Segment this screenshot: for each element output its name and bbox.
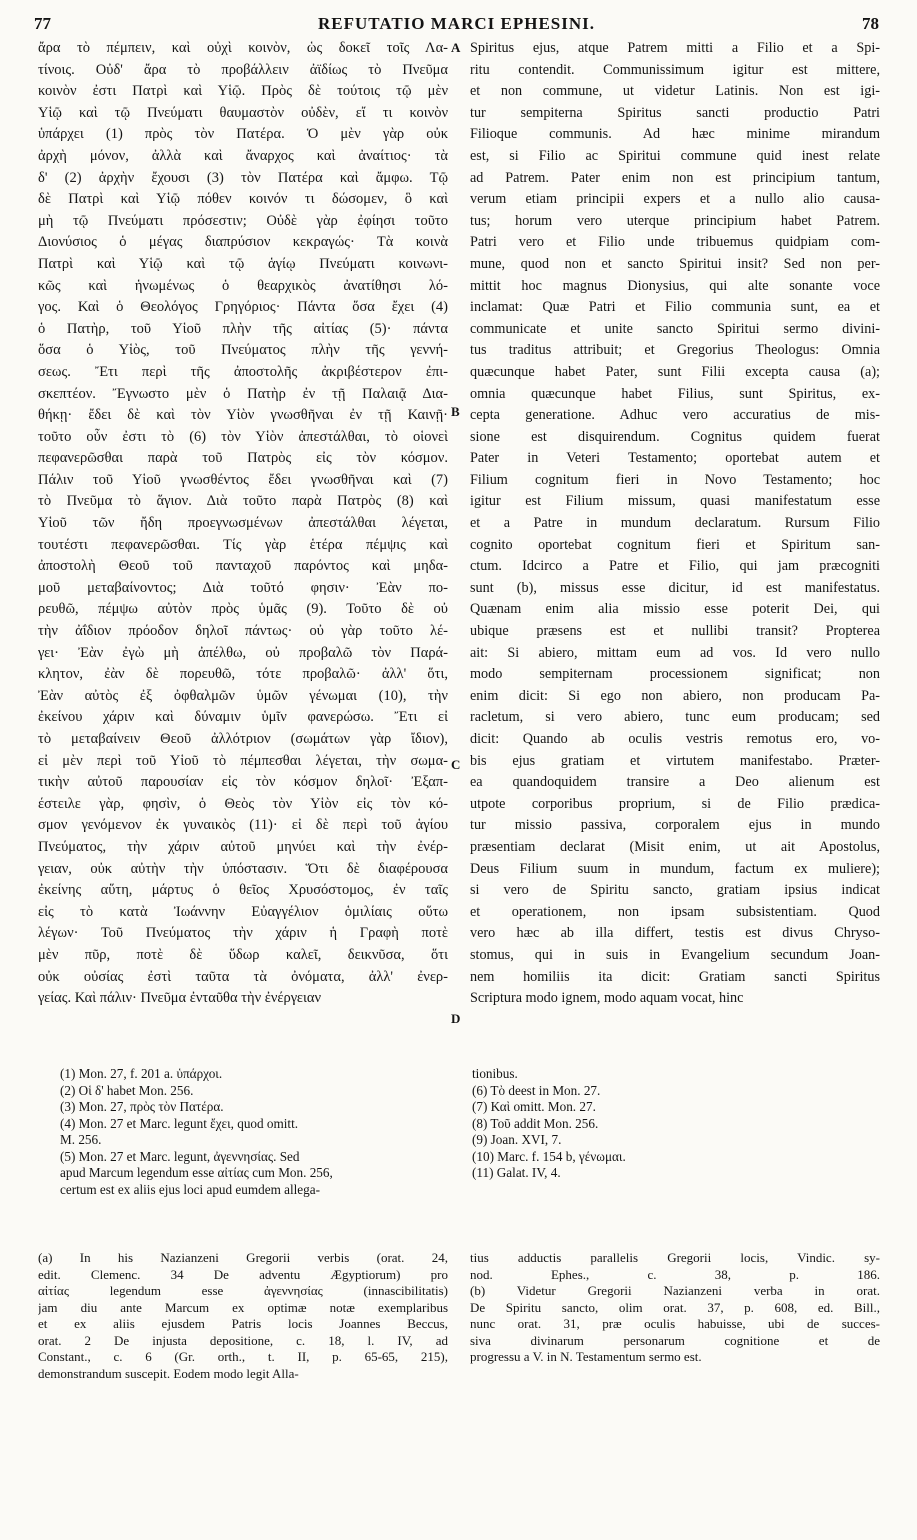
latin-line: tus traditus attribuit; et Gregorius Theologus: Omnia [470, 342, 880, 359]
greek-line: ἄρα τὸ πέμπειν, καὶ οὐχὶ κοινὸν, ὡς δοκεῖ τοῖς Λα- [38, 40, 448, 56]
latin-line: et non commune, ut videtur Latinis. Non est igi- [470, 83, 880, 100]
latin-line: et a Patre in mundum declaratum. Rursum Filio [470, 515, 880, 532]
latin-line: verum etiam principii expers et a nullo alio causa- [470, 191, 880, 208]
footnotes-right [472, 1066, 872, 1182]
latin-line: Deus Filium suum in mundum, factum ex muliere); [470, 860, 880, 877]
page-number-right: 78 [862, 14, 879, 33]
page-number-left: 77 [34, 14, 51, 33]
editor-note-line: edit. Clemenc. 34 De adventu Ægyptiorum) pro [38, 1266, 448, 1282]
latin-line: ctum. Idcirco a Patre et Filio, qui jam præcogniti [470, 558, 880, 575]
greek-line: τὴν ἀΐδιον πρόοδον δηλοῖ πάντως· οὐ γὰρ τοῦτο λέ- [38, 623, 448, 640]
greek-line: Πάλιν τοῦ Υἱοῦ γνωσθέντος ἔδει γνωσθῆναι καὶ (7) [38, 471, 448, 488]
latin-line: Quænam enim alia missio esse poterit Dei, qui [470, 601, 880, 618]
greek-line: τικὴν αὐτοῦ παρουσίαν εἰς τὸν κόσμον δηλοῖ· Ἐξαπ- [38, 774, 448, 791]
greek-line: θήκῃ· ἔδει δὲ καὶ τὸν Υἱὸν γνωσθῆναι ἐν τῇ Καινῇ· [38, 407, 448, 424]
footnote-line: (6) Τὸ deest in Mon. 27. [472, 1082, 601, 1098]
footnote-line: (3) Mon. 27, πρὸς τὸν Πατέρα. [60, 1099, 224, 1114]
latin-line: tur sempiterna Spiritus sancti productio Patri [470, 104, 880, 121]
margin-letter-c: C [451, 757, 461, 772]
latin-line: et operationem, non ipsam subsistentiam. Quod [470, 903, 880, 920]
editor-note-line: (a) In his Nazianzeni Gregorii verbis (orat. 24, [38, 1250, 448, 1265]
latin-line: ait: Si abiero, mittam eum ad vos. Id vero nullo [470, 644, 880, 661]
greek-line: τὸ μεταβαίνειν Θεοῦ ἀλλότριον (σωμάτων γὰρ ἴδιον), [38, 731, 448, 747]
latin-line: Patri vero et Filio unde tribuemus quidpiam com- [470, 234, 880, 251]
latin-line: Filium cognitum fieri in Novo Testamento; hoc [470, 471, 880, 488]
greek-line: ἐκείνου χάριν καὶ δύναμιν ὑμῖν φανερώσω. Ἔτι εἰ [38, 709, 448, 726]
greek-line: σκεπτέον. Ἔγνωστο μὲν ὁ Πατὴρ ἐν τῇ Παλαιᾷ Δια- [38, 385, 448, 402]
margin-letter-b: B [451, 404, 460, 419]
editor-notes-left [38, 1250, 448, 1382]
greek-line: τὸ Πνεῦμα τὸ ἅγιον. Διὰ τοῦτο παρὰ Πατρὸς (8) καὶ [38, 493, 448, 510]
latin-line: quæcunque habet Pater, sunt Filii excepta causa (a); [470, 363, 880, 380]
latin-line: stomus, qui in suis in Evangelium secundum Joan- [470, 946, 880, 963]
greek-line: εἰ μὲν περὶ τοῦ Υἱοῦ τὸ πέμπεσθαι λέγεται, τὴν σωμα- [38, 752, 448, 769]
footnote-line: (8) Τοῦ addit Mon. 256. [472, 1115, 599, 1131]
editor-note-line: De Spiritu sancto, olim orat. 37, p. 608, ed. Bill., [470, 1299, 880, 1315]
editor-note-line: nod. Ephes., c. 38, p. 186. [470, 1266, 880, 1282]
latin-line: Pater in Veteri Testamento; oportebat autem et [470, 450, 880, 467]
editor-notes-right [470, 1250, 880, 1366]
footnote-line: (2) Οἱ δ' habet Mon. 256. [60, 1082, 194, 1098]
latin-line: Scriptura modo ignem, modo aquam vocat, hinc [470, 990, 744, 1007]
latin-line: ritu contendit. Communissimum igitur est mittere, [470, 61, 880, 78]
greek-line: τοῦτο οὖν ἐστι τὸ (6) τὸν Υἱὸν ἀπεστάλθαι, τὸ οἱονεὶ [38, 428, 448, 445]
editor-note-line: αἰτίας legendum esse ἀγεννησίας (innascibilitatis) [38, 1283, 448, 1298]
editor-note-line: siva divinarum personarum cognitione et de [470, 1332, 880, 1348]
greek-line: Ἐὰν αὐτὸς ἐξ ὀφθαλμῶν ὑμῶν γένωμαι (10), τὴν [38, 687, 448, 704]
greek-line: ὁ Πατὴρ, τοῦ Υἱοῦ πλὴν τῆς αἰτίας (5)· πάντα [38, 320, 448, 337]
latin-line: tur missio passiva, corporalem ejus in mundo [470, 817, 880, 834]
running-title: REFUTATIO MARCI EPHESINI. [317, 14, 596, 33]
greek-line: Υἱῷ καὶ τῷ Πνεύματι θαυμαστὸν οὐδὲν, εἴ τι κοινὸν [38, 104, 448, 121]
latin-line: cognito oportebat cognitum fieri et Spiritum san- [470, 536, 880, 553]
footnote-line: M. 256. [60, 1132, 102, 1147]
greek-line: Υἱοῦ τῶν ἤδη προεγνωσμένων ἀπεστάλθαι λέγεται, [38, 515, 448, 532]
greek-line: τουτέστι πεφανερῶσθαι. Τίς γὰρ ἑτέρα πέμψις καὶ [38, 536, 448, 553]
running-header [34, 8, 879, 38]
editor-note-line: Constant., c. 6 (Gr. orth., t. II, p. 65-65, 215), [38, 1349, 448, 1364]
latin-line: mittit hoc magnus Dionysius, qui alte sonante voce [470, 277, 880, 294]
greek-line: έστειλε γὰρ, φησὶν, ὁ Θεὸς τὸν Υἱὸν εἰς τὸν κό- [38, 795, 448, 812]
greek-line: κῶς καὶ ἡνωμένως ὁ θεαρχικὸς ἀνατίθησι λό- [38, 277, 448, 294]
greek-line: ὑπάρχει (1) πρὸς τὸν Πατέρα. Ὁ μὲν γὰρ οὐκ [38, 126, 448, 143]
greek-line: ὅσα ὁ Υἱὸς, τοῦ Πνεύματος πλὴν τῆς γεννή- [38, 342, 448, 359]
footnote-line: (5) Mon. 27 et Marc. legunt, ἀγεννησίας. Sed [60, 1148, 300, 1164]
latin-line: utpote corporibus proprium, si de Filio prædica- [470, 795, 880, 812]
latin-line: cepta generatione. Adhuc vero accuratius de mis- [470, 407, 880, 424]
greek-line: σεως. Ἔτι περὶ τῆς ἀποστολῆς ἀκριβέστερον ἐπι- [38, 363, 448, 380]
footnote-line: (10) Marc. f. 154 b, γένωμαι. [472, 1148, 626, 1164]
greek-line: μὲν πῦρ, ποτὲ δὲ ὕδωρ καλεῖ, δεικνῦσα, ὅτι [38, 946, 448, 963]
margin-letter-a: A [451, 40, 461, 55]
footnotes-left [60, 1066, 445, 1198]
editor-note-line: nunc orat. 31, præ oculis habuisse, ubi de succes- [470, 1316, 880, 1331]
latin-line: dicit: Quando ab oculis vestris remotus ero, vo- [470, 731, 880, 747]
footnote-line: certum est ex aliis ejus loci apud eumdem allega- [60, 1181, 320, 1197]
footnote-line: (9) Joan. XVI, 7. [472, 1132, 562, 1147]
latin-line: ubique præsens est et nullibi transit? Propterea [470, 623, 880, 640]
greek-line: μὴ τῷ Πνεύματι πρόσεστιν; Οὐδὲ γὰρ ἐφίησι τοῦτο [38, 212, 448, 229]
editor-note-line: progressu a V. in N. Testamentum sermo est. [470, 1349, 702, 1364]
margin-letter-d: D [451, 1011, 461, 1026]
latin-line: ea quandoquidem transire a Deo alienum est [470, 774, 880, 791]
editor-note-line: tius adductis parallelis Gregorii locis, Vindic. sy- [470, 1250, 880, 1265]
latin-line: nem homiliis ita dicit: Gratiam sancti Spiritus [470, 968, 880, 985]
latin-line: igitur est Filium missum, quasi manifestatum esse [470, 493, 880, 510]
greek-line: οὐκ οὐσίας ἐστὶ ταῦτα τὰ ὀνόματα, ἀλλ' ἐνερ- [38, 968, 448, 985]
latin-line: enim dicit: Si ego non abiero, non producam Pa- [470, 687, 880, 704]
greek-line: σμον γενόμενον ἐκ γυναικὸς (11)· εἰ δὲ περὶ τοῦ ἁγίου [38, 817, 448, 834]
latin-line: est, si Filio ac Spiritui commune quid inest relate [470, 147, 880, 164]
latin-line: sunt (b), missus esse dicitur, id est manifestatus. [470, 579, 880, 596]
footnote-line: (1) Mon. 27, f. 201 a. ὑπάρχοι. [60, 1066, 223, 1081]
editor-note-line: (b) Videtur Gregorii Nazianzeni verba in orat. [470, 1283, 880, 1298]
latin-line: inclamat: Quæ Patri et Filio communia sunt, ea et [470, 299, 880, 316]
latin-line: communicate et unite sancto Spiritui sermo divini- [470, 320, 880, 337]
latin-line: vero hæc ab illa differt, testis est divus Chryso- [470, 925, 880, 942]
greek-line: ἀρχὴ μόνον, ἀλλὰ καὶ ἄναρχος καὶ ἀναίτιος· τὰ [38, 147, 448, 164]
editor-note-line: demonstrandum suscepit. Eodem modo legit Alla- [38, 1365, 299, 1381]
greek-line: δὲ Πατρὶ καὶ Υἱῷ πόθεν κοινόν τι δώσομεν, ὃ καὶ [38, 191, 448, 208]
footnote-line: (4) Mon. 27 et Marc. legunt ἔχει, quod omitt. [60, 1115, 299, 1131]
greek-line: ἐκείνης αὕτη, μάρτυς ὁ θεῖος Χρυσόστομος, ἐν ταῖς [38, 882, 448, 899]
greek-line: Πνεύματος, τὴν χάριν αὐτοῦ μηνύει καὶ τὴν ἐνέρ- [38, 838, 448, 855]
greek-line: γειαν, οὐκ αὐτὴν τὴν ὑπόστασιν. Ὅτι δὲ διαφέρουσα [38, 860, 448, 877]
footnote-line: (11) Galat. IV, 4. [472, 1165, 561, 1180]
greek-line: ἀποστολὴ Θεοῦ τοῦ πανταχοῦ παρόντος καὶ μηδα- [38, 558, 448, 575]
greek-line: γος. Καὶ ὁ Θεολόγος Γρηγόριος· Πάντα ὅσα ἔχει (4) [38, 299, 448, 316]
greek-line: τίνοις. Οὐδ' ἄρα τὸ προβάλλειν ἀϊδίως τὸ Πνεῦμα [38, 61, 448, 78]
latin-line: racletum, si vero abiero, tunc eum producam; sed [470, 709, 880, 726]
greek-line: πεφανερῶσθαι παρὰ τοῦ Πατρὸς εἰς τὸν κόσμον. [38, 450, 448, 467]
latin-line: si vero de Spiritu sancto, gratiam ipsius indicat [470, 882, 880, 899]
latin-text-column [470, 38, 880, 1010]
editor-note-line: jam diu ante Marcum ex optimæ notæ exemplaribus [38, 1299, 448, 1315]
latin-line: bis ejus gratiam et virtutem manifestabo. Præter- [470, 752, 880, 769]
footnote-line: tionibus. [472, 1066, 518, 1081]
greek-line: μοῦ μεταβαίνοντος; Διὰ τοῦτό φησιν· Ἐὰν πο- [38, 579, 448, 596]
greek-line: εἰς τὸ κατὰ Ἰωάννην Εὐαγγέλιον ὁμιλίαις οὕτω [38, 903, 448, 920]
latin-line: Spiritus ejus, atque Patrem mitti a Filio et a Spi- [470, 40, 880, 56]
greek-line: ρευθῶ, πέμψω αὐτὸν πρὸς ὑμᾶς (9). Τοῦτο δὲ οὐ [38, 601, 448, 618]
footnote-line: apud Marcum legendum esse αἰτίας cum Mon. 256, [60, 1165, 333, 1180]
greek-line: Διονύσιος ὁ μέγας διαπρύσιον κεκραγώς· Τὰ κοινὰ [38, 234, 448, 251]
greek-line: κοινὸν ἐστι Πατρὶ καὶ Υἱῷ. Πρὸς δὲ τούτοις τῷ μὲν [38, 83, 448, 100]
greek-line: κλητον, ἐὰν δὲ πορευθῶ, τότε προβαλῶ· ἀλλ' ὅτι, [38, 666, 448, 683]
editor-note-line: et ex aliis ejusdem Patris locis Joannes Beccus, [38, 1316, 448, 1331]
greek-text-column [38, 38, 448, 1010]
footnote-line: (7) Καὶ omitt. Mon. 27. [472, 1099, 596, 1114]
greek-line: λέγων· Τοῦ Πνεύματος τὴν χάριν ἡ Γραφὴ ποτὲ [38, 925, 448, 942]
latin-line: omnia quæcunque habet Filius, sunt Spiritus, ex- [470, 385, 880, 402]
greek-line: γει· Ἐὰν ἐγὼ μὴ ἀπέλθω, οὐ προβαλῶ τὸν Παρά- [38, 644, 448, 661]
latin-line: modo sempiternam processionem significat; non [470, 666, 880, 683]
latin-line: tus; horum vero uterque principium habet Patrem. [470, 212, 880, 229]
greek-line: Πατρὶ καὶ Υἱῷ καὶ τῷ ἁγίῳ Πνεύματι κοινωνι- [38, 255, 448, 272]
latin-line: præsentiam declarat (Misit enim, ut ait Apostolus, [470, 838, 880, 855]
greek-line: δ' (2) ἀρχὴν ἔχουσι (3) τὸν Πατέρα καὶ ἄμφω. Τῷ [38, 169, 448, 186]
editor-note-line: orat. 2 De injusta depositione, c. 18, l. IV, ad [38, 1332, 448, 1348]
greek-line: γείας. Καὶ πάλιν· Πνεῦμα ἐνταῦθα τὴν ἐνέργειαν [38, 990, 322, 1007]
latin-line: Filioque communis. Ad hæc minime mirandum [470, 126, 880, 143]
latin-line: sione est disquirendum. Cognitus quidem fuerat [470, 428, 880, 445]
latin-line: mune, quod non et sancto Spiritui insit? Sed non per- [470, 255, 880, 272]
latin-line: ad Patrem. Pater enim non est principium tantum, [470, 169, 880, 186]
